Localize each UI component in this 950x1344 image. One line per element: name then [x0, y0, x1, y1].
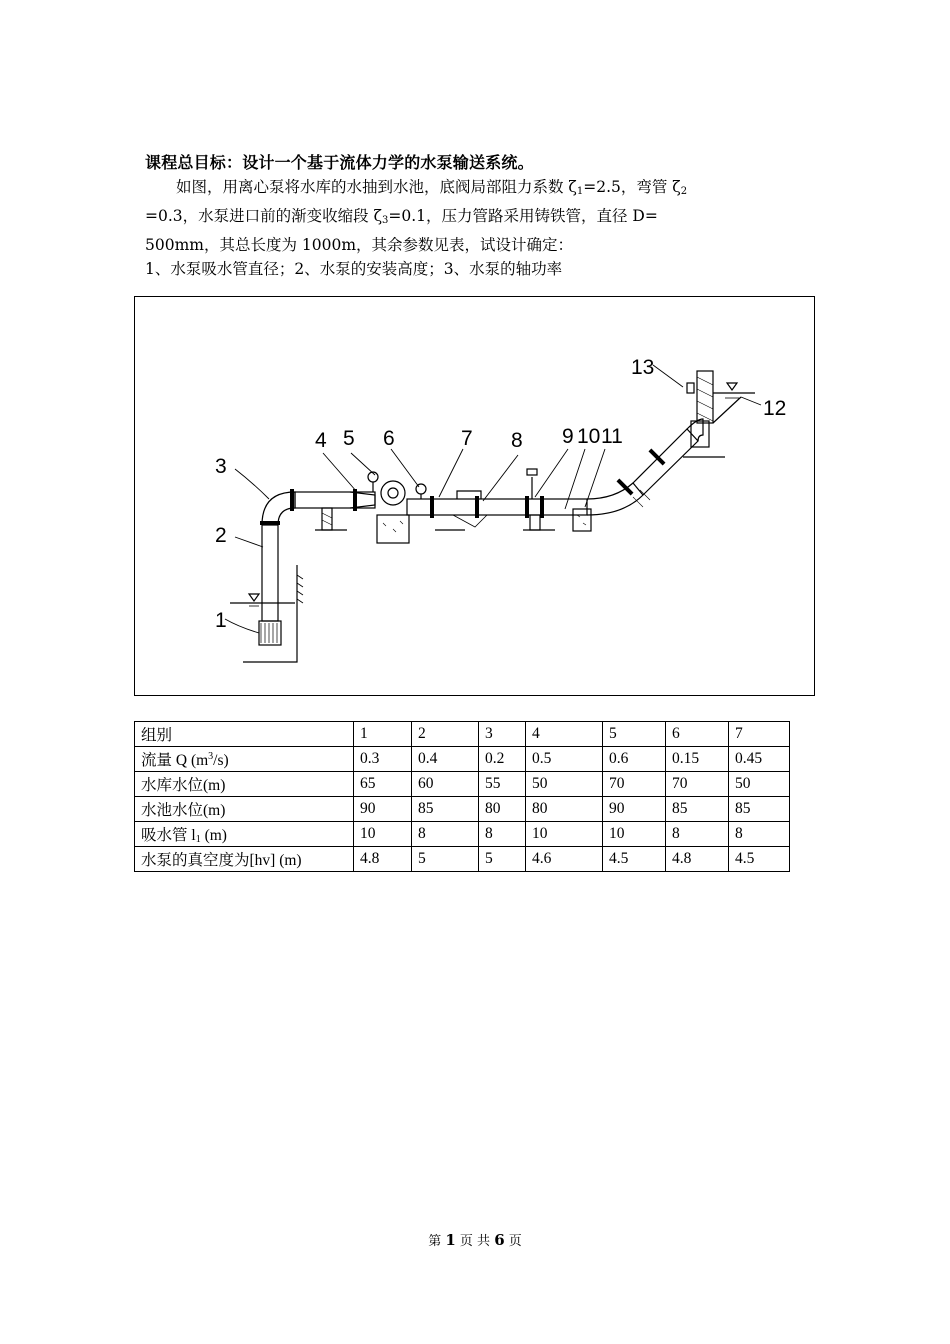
table-cell: 70	[603, 772, 666, 797]
table-row	[135, 797, 790, 822]
table-cell: 4.5	[603, 847, 666, 872]
label-8: 8	[511, 429, 523, 452]
header-cell: 5	[603, 722, 666, 747]
table-cell: 4.5	[729, 847, 790, 872]
label-10: 10	[577, 425, 601, 448]
header-cell: 7	[729, 722, 790, 747]
pump-system-figure	[134, 296, 815, 696]
label-9: 9	[562, 425, 574, 448]
problem-line-1: 如图，用离心泵将水库的水抽到水池，底阀局部阻力系数 $\zeta_1=2.5$，弯管 $\zeta_2$	[176, 178, 688, 197]
pump-system-diagram	[135, 297, 815, 695]
label-11: 11	[601, 425, 623, 448]
row-label: 水池水位(m)	[135, 797, 354, 822]
table-row	[135, 847, 790, 872]
table-cell: 0.3	[354, 747, 412, 772]
pump-casing	[381, 481, 405, 505]
table-cell: 4.6	[526, 847, 603, 872]
current-page-number: 1	[445, 1231, 456, 1249]
total-page-number: 6	[494, 1231, 505, 1249]
row-label: 水泵的真空度为[hv] (m)	[135, 847, 354, 872]
label-4: 4	[315, 429, 327, 452]
table-cell: 5	[412, 847, 479, 872]
label-5: 5	[343, 427, 355, 450]
problem-line-4: 1、水泵吸水管直径；2、水泵的安装高度；3、水泵的轴功率	[145, 260, 563, 278]
label-7: 7	[461, 427, 473, 450]
header-cell: 6	[666, 722, 729, 747]
table-cell: 80	[479, 797, 526, 822]
table-cell: 50	[729, 772, 790, 797]
label-2: 2	[215, 524, 227, 547]
sloped-pressure-pipe	[633, 429, 698, 495]
table-cell: 0.2	[479, 747, 526, 772]
suction-horizontal-pipe	[295, 492, 375, 508]
table-cell: 4.8	[354, 847, 412, 872]
anchor-block	[573, 509, 591, 531]
discharge-pipe	[407, 499, 527, 515]
reservoir-wall-hatch	[297, 575, 303, 603]
upper-tank-wall	[697, 371, 713, 423]
table-cell: 0.5	[526, 747, 603, 772]
table-row	[135, 772, 790, 797]
table-cell: 0.4	[412, 747, 479, 772]
table-cell: 50	[526, 772, 603, 797]
table-cell: 70	[666, 772, 729, 797]
page-footer: 第 1 页 共 6 页	[428, 1231, 522, 1249]
table-cell: 65	[354, 772, 412, 797]
header-cell: 3	[479, 722, 526, 747]
header-cell: 组别	[135, 722, 354, 747]
gate-valve-pipe	[527, 499, 587, 515]
table-cell: 85	[729, 797, 790, 822]
outlet-13	[687, 383, 694, 393]
foot-valve	[259, 621, 281, 645]
table-cell: 85	[666, 797, 729, 822]
table-cell: 8	[412, 822, 479, 847]
header-cell: 1	[354, 722, 412, 747]
table-cell: 60	[412, 772, 479, 797]
table-cell: 90	[603, 797, 666, 822]
reservoir-water-marker	[249, 594, 259, 601]
label-3: 3	[215, 455, 227, 478]
upper-water-marker	[727, 383, 737, 390]
table-cell: 10	[354, 822, 412, 847]
table-cell: 0.6	[603, 747, 666, 772]
support-1	[322, 508, 332, 530]
table-cell: 0.45	[729, 747, 790, 772]
reservoir-outline	[243, 565, 297, 662]
suction-pipe	[262, 525, 278, 621]
table-cell: 10	[526, 822, 603, 847]
problem-line-2: =0.3，水泵进口前的渐变收缩段 $\zeta_3=0.1$，压力管路采用铸铁管，直径 D=	[145, 207, 658, 226]
course-goal-title: 课程总目标：设计一个基于流体力学的水泵输送系统。	[145, 153, 534, 172]
label-12: 12	[763, 397, 787, 420]
table-header-row	[135, 722, 790, 747]
parameter-table	[134, 721, 790, 872]
label-1: 1	[215, 609, 227, 632]
problem-line-3: 500mm，其总长度为 1000m，其余参数见表，试设计确定：	[145, 236, 574, 254]
label-6: 6	[383, 427, 395, 450]
header-cell: 2	[412, 722, 479, 747]
table-row	[135, 822, 790, 847]
table-cell: 85	[412, 797, 479, 822]
table-cell: 55	[479, 772, 526, 797]
table-cell: 8	[479, 822, 526, 847]
problem-statement	[145, 175, 810, 281]
table-row	[135, 747, 790, 772]
row-label: 吸水管 $l_1$ (m)	[135, 822, 354, 847]
table-cell: 8	[729, 822, 790, 847]
table-cell: 8	[666, 822, 729, 847]
figure-labels	[215, 356, 786, 632]
table-cell: 0.15	[666, 747, 729, 772]
gate-valve-handwheel	[527, 469, 537, 475]
table-cell: 90	[354, 797, 412, 822]
row-label: 流量 Q $(m^3/s)$	[135, 747, 354, 772]
header-cell: 4	[526, 722, 603, 747]
table-cell: 80	[526, 797, 603, 822]
table-cell: 4.8	[666, 847, 729, 872]
table-cell: 10	[603, 822, 666, 847]
row-label: 水库水位(m)	[135, 772, 354, 797]
label-13: 13	[631, 356, 655, 379]
table-cell: 5	[479, 847, 526, 872]
